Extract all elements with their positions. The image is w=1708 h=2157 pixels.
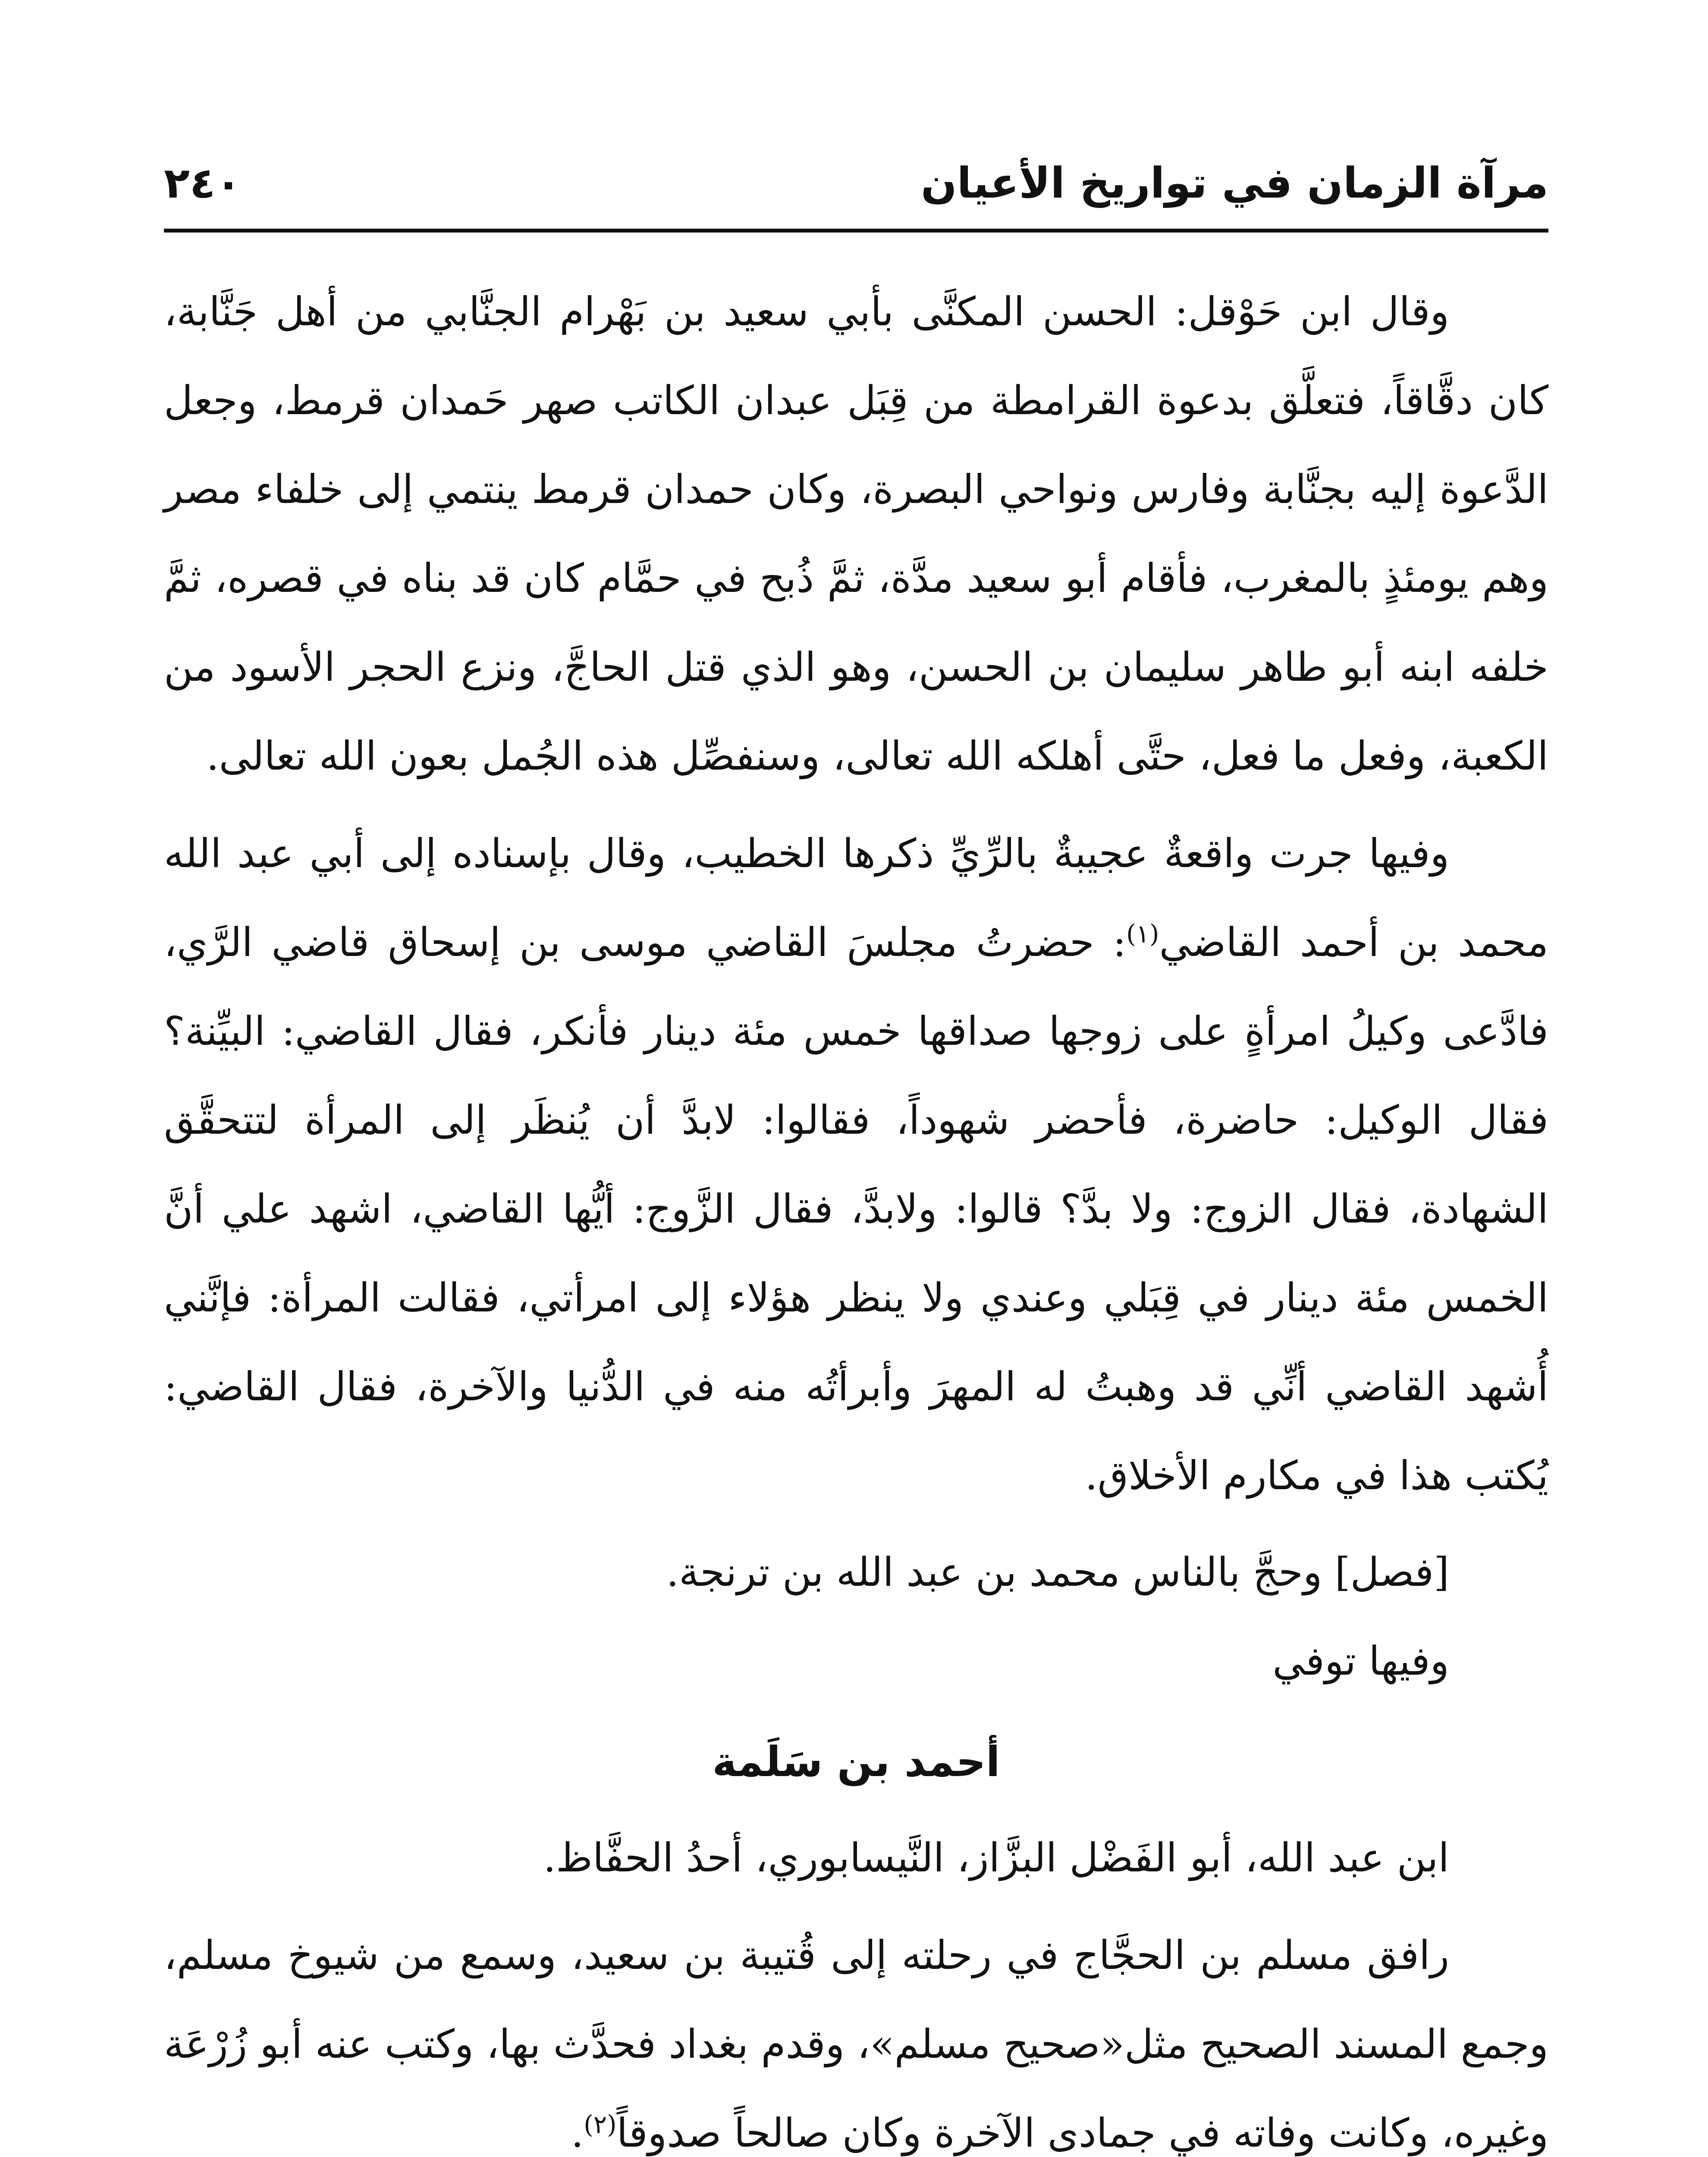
page-header bbox=[164, 142, 1548, 233]
main-text bbox=[164, 267, 1548, 2157]
page-number: ٢٤٠ bbox=[164, 159, 242, 208]
section-title: أحمد بن سَلَمة bbox=[712, 1738, 1000, 1786]
paragraph-text-part: : حضرتُ مجلسَ القاضي موسى بن إسحاق قاضي الرَّي، فادَّعى وكيلُ امرأةٍ على زوجها صداقها خمس مئة دينار فأنكر، فقال القاضي: البيِّنة؟ فقال الوكيل: حاضرة، فأحضر شهوداً، فقالوا: لابدَّ أن يُنظَر إلى المرأة لتتحقَّق الشهادة، فقال الزوج: ولا بدَّ؟ قالوا: ولابدَّ، فقال الزَّوج: أيُّها القاضي، اشهد علي أنَّ الخمس مئة دينار في قِبَلي وعندي ولا ينظر هؤلاء إلى امرأتي، فقالت المرأة: فإنَّني أُشهد القاضي أنِّي قد وهبتُ له المهرَ وأبرأتُه منه في الدُّنيا والآخرة، فقال القاضي: يُكتب هذا في مكارم الأخلاق. bbox=[164, 919, 1549, 1499]
paragraph-deaths-intro: وفيها توفي bbox=[1272, 1638, 1449, 1684]
paragraph-ibn-hawqal: وقال ابن حَوْقل: الحسن المكنَّى بأبي سعيد بن بَهْرام الجنَّابي من أهل جَنَّابة، كان دقَّاقاً، فتعلَّق بدعوة القرامطة من قِبَل عبدان الكاتب صهر حَمدان قرمط، وجعل الدَّعوة إليه بجنَّابة وفارس ونواحي البصرة، وكان حمدان قرمط ينتمي إلى خلفاء مصر وهم يومئذٍ بالمغرب، فأقام أبو سعيد مدَّة، ثمَّ ذُبح في حمَّام كان قد بناه في قصره، ثمَّ خلفه ابنه أبو طاهر سليمان بن الحسن، وهو الذي قتل الحاجَّ، ونزع الحجر الأسود من الكعبة، وفعل ما فعل، حتَّى أهلكه الله تعالى، وسنفصِّل هذه الجُمل بعون الله تعالى. bbox=[164, 289, 1548, 779]
paragraph-text-part: رافق مسلم بن الحجَّاج في رحلته إلى قُتيبة بن سعيد، وسمع من شيوخ مسلم، وجمع المسند الصحيح مثل«صحيح مسلم»، وقدم بغداد فحدَّث بها، وكتب عنه أبو زُرْعَة وغيره، وكانت وفاته في جمادى الآخرة وكان صالحاً صدوقاً bbox=[164, 1932, 1548, 2156]
paragraph-rayy-incident bbox=[164, 809, 1548, 1520]
footnote-ref-1[interactable]: (١) bbox=[1126, 919, 1159, 949]
paragraph-biography-name: ابن عبد الله، أبو الفَضْل البزَّاز، النَّيسابوري، أحدُ الحفَّاظ. bbox=[543, 1835, 1449, 1881]
paragraph-fasl-hajj: [فصل] وحجَّ بالناس محمد بن عبد الله بن ترنجة. bbox=[666, 1549, 1449, 1595]
footnote-ref-2[interactable]: (٢) bbox=[584, 2110, 617, 2139]
paragraph-text-part: وفيها جرت واقعةٌ عجيبةٌ بالرِّيِّ ذكرها الخطيب، وقال بإسناده إلى أبي عبد الله محمد بن أحمد القاضي bbox=[164, 830, 1549, 965]
paragraph-text-part: . bbox=[571, 2110, 584, 2156]
book-title: مرآة الزمان في تواريخ الأعيان bbox=[921, 159, 1548, 208]
paragraph-biography bbox=[164, 1911, 1548, 2157]
